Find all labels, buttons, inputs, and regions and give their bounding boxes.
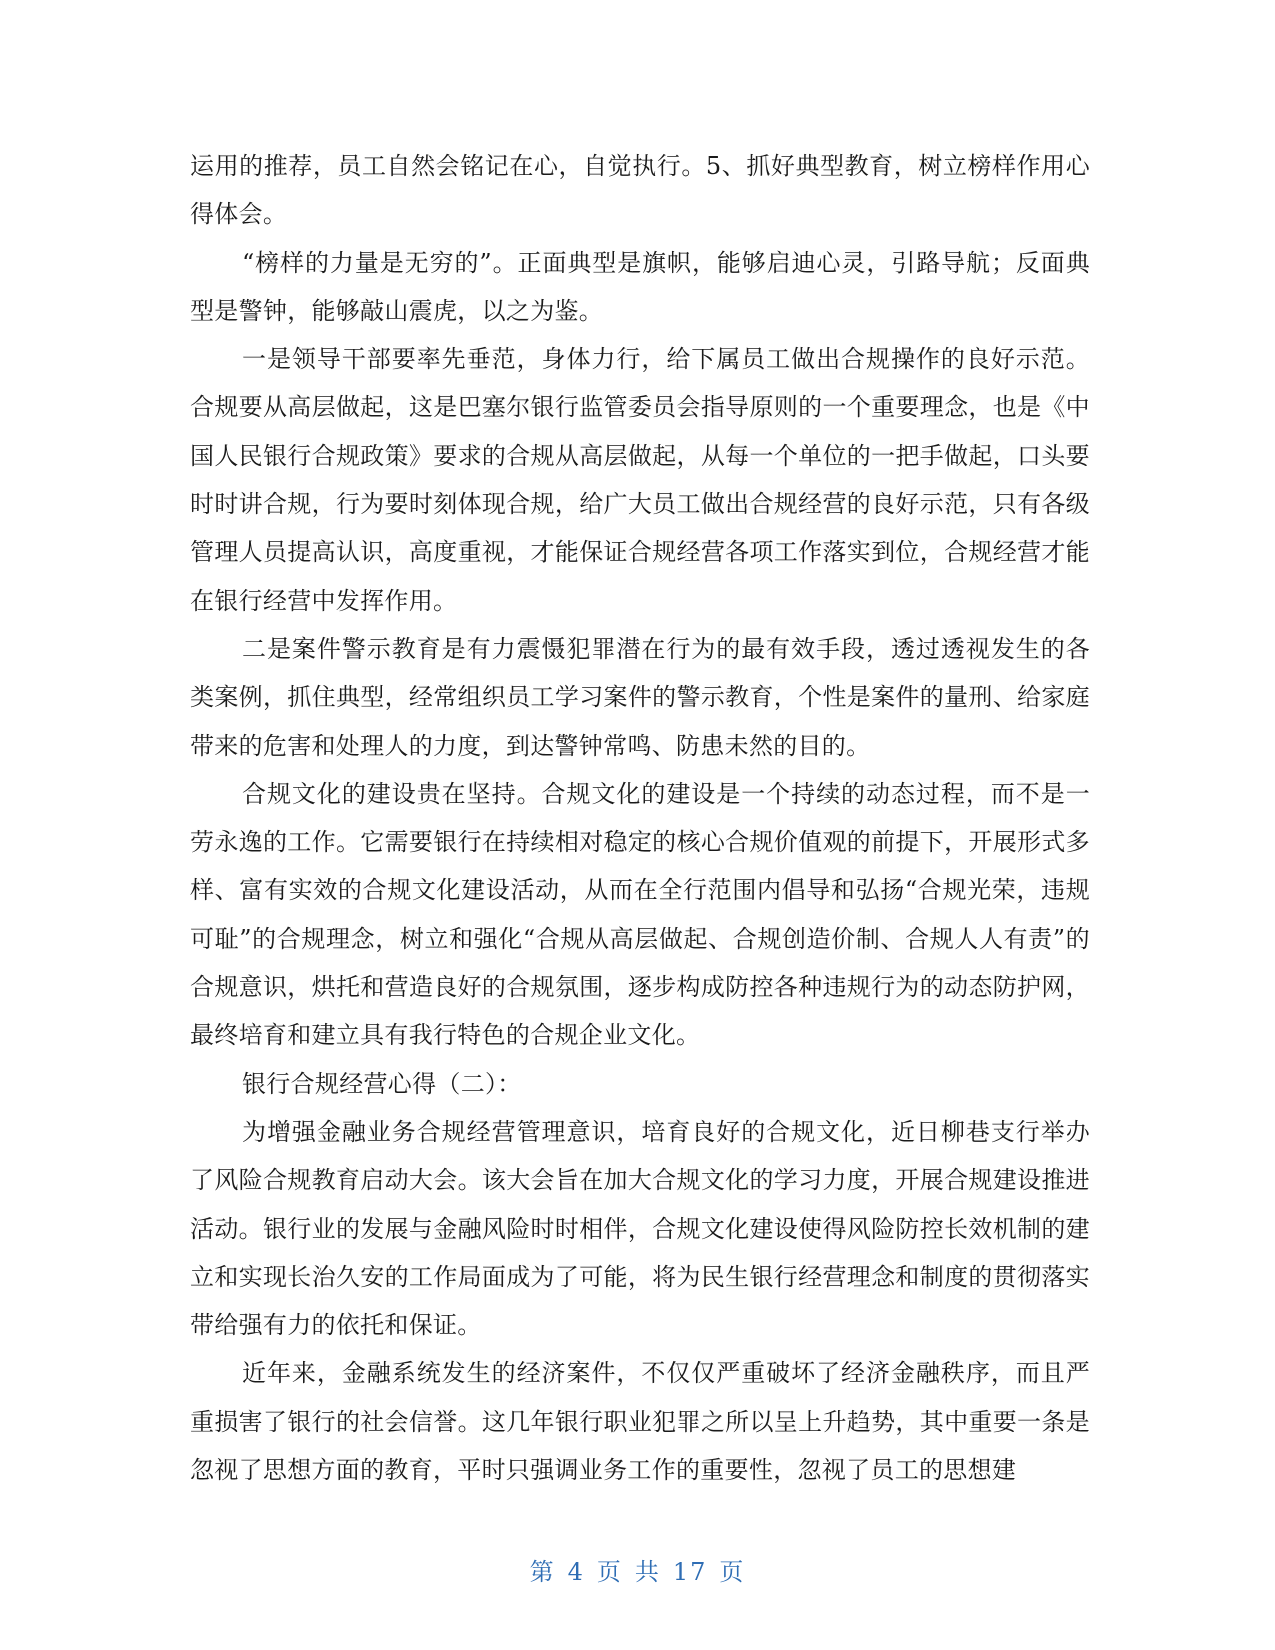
paragraph: 运用的推荐，员工自然会铭记在心，自觉执行。5、抓好典型教育，树立榜样作用心得体会。 bbox=[190, 152, 1090, 229]
footer-suffix: 页 bbox=[719, 1558, 746, 1586]
document-body bbox=[190, 142, 1090, 1494]
paragraph: 为增强金融业务合规经营管理意识，培育良好的合规文化，近日柳巷支行举办了风险合规教育启动大会。该大会旨在加大合规文化的学习力度，开展合规建设推进活动。银行业的发展与金融风险时时相伴，合规文化建设使得风险防控长效机制的建立和实现长治久安的工作局面成为了可能，将为民生银行经营理念和制度的贯彻落实带给强有力的依托和保证。 bbox=[190, 1117, 1090, 1340]
footer-page-label: 页 bbox=[596, 1558, 623, 1586]
footer-total-label: 共 bbox=[634, 1558, 661, 1586]
current-page-number: 4 bbox=[567, 1558, 585, 1586]
paragraph: 近年来，金融系统发生的经济案件，不仅仅严重破坏了经济金融秩序，而且严重损害了银行的社会信誉。这几年银行职业犯罪之所以呈上升趋势，其中重要一条是忽视了思想方面的教育，平时只强调业务工作的重要性，忽视了员工的思想建 bbox=[190, 1359, 1090, 1485]
footer-prefix: 第 bbox=[529, 1558, 556, 1586]
section-heading: 银行合规经营心得（二）： bbox=[242, 1069, 522, 1098]
paragraph: “榜样的力量是无穷的”。正面典型是旗帜，能够启迪心灵，引路导航；反面典型是警钟，能够敲山震虎，以之为鉴。 bbox=[190, 248, 1090, 325]
paragraph: 二是案件警示教育是有力震慑犯罪潜在行为的最有效手段，透过透视发生的各类案例，抓住典型，经常组织员工学习案件的警示教育，个性是案件的量刑、给家庭带来的危害和处理人的力度，到达警钟常鸣、防患未然的目的。 bbox=[190, 634, 1090, 760]
total-page-count: 17 bbox=[672, 1558, 708, 1586]
paragraph: 一是领导干部要率先垂范，身体力行，给下属员工做出合规操作的良好示范。合规要从高层做起，这是巴塞尔银行监管委员会指导原则的一个重要理念，也是《中国人民银行合规政策》要求的合规从高层做起，从每一个单位的一把手做起，口头要时时讲合规，行为要时刻体现合规，给广大员工做出合规经营的良好示范，只有各级管理人员提高认识，高度重视，才能保证合规经营各项工作落实到位，合规经营才能在银行经营中发挥作用。 bbox=[190, 345, 1090, 615]
paragraph: 合规文化的建设贵在坚持。合规文化的建设是一个持续的动态过程，而不是一劳永逸的工作。它需要银行在持续相对稳定的核心合规价值观的前提下，开展形式多样、富有实效的合规文化建设活动，从而在全行范围内倡导和弘扬“合规光荣，违规可耻”的合规理念，树立和强化“合规从高层做起、合规创造价制、合规人人有责”的合规意识，烘托和营造良好的合规氛围，逐步构成防控各种违规行为的动态防护网，最终培育和建立具有我行特色的合规企业文化。 bbox=[190, 779, 1090, 1050]
page-footer bbox=[0, 1552, 1275, 1587]
